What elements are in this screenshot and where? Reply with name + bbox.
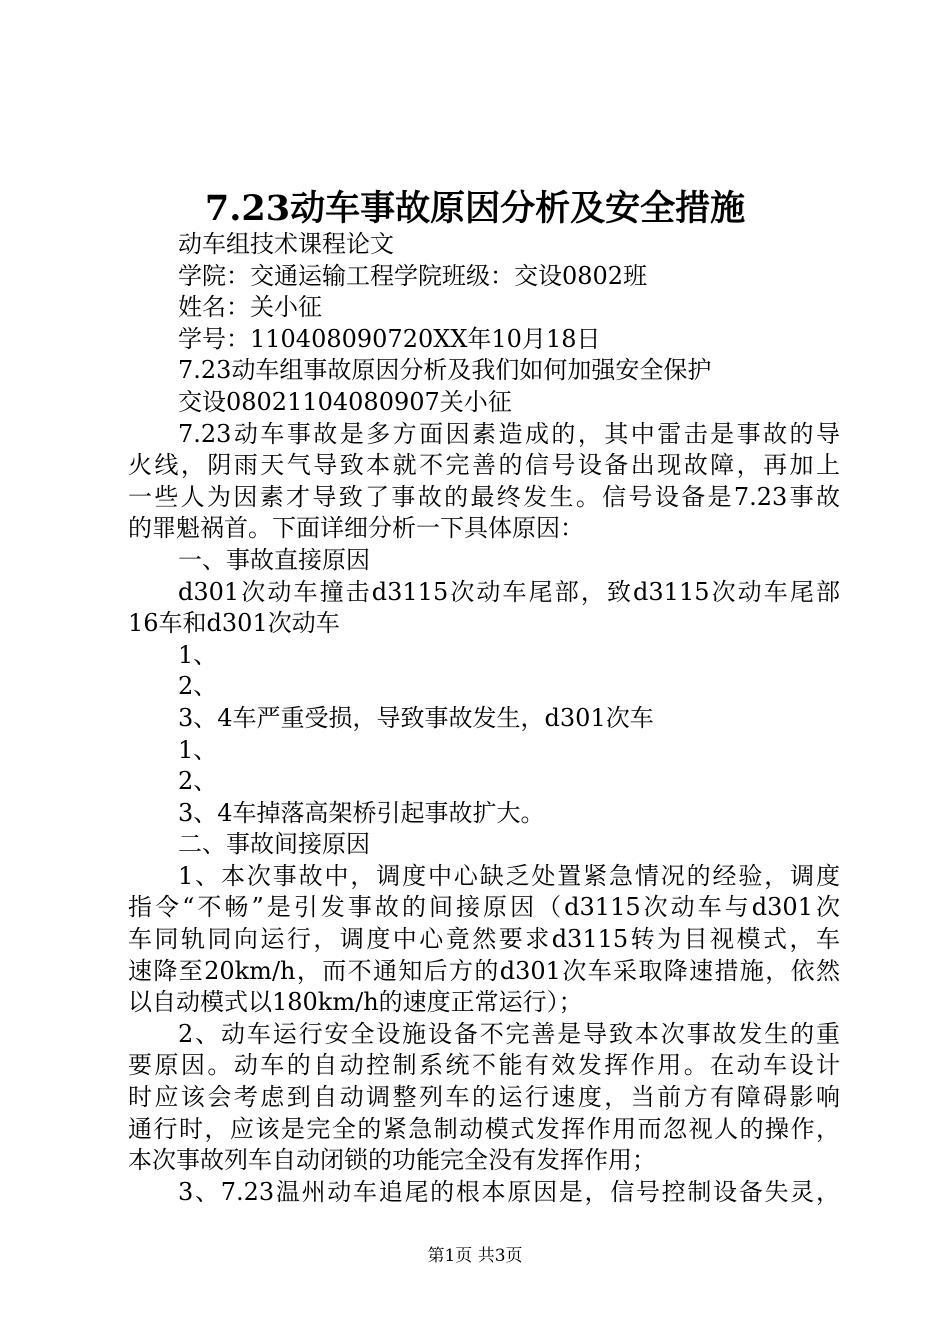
text-line: 指令“不畅”是引发事故的间接原因（d3115次动车与d301次 [128,893,840,922]
text-line: 以自动模式以180km/h的速度正常运行）； [128,988,583,1017]
text-line: 速降至20km/h，而不通知后方的d301次车采取降速措施，依然 [128,956,840,985]
text-line: 动车组技术课程论文 [178,230,394,258]
text-line: 本次事故列车自动闭锁的功能完全没有发挥作用； [128,1146,656,1175]
text-line: 时应该会考虑到自动调整列车的运行速度，当前方有障碍影响 [128,1083,840,1112]
text-line: 7.23动车事故是多方面因素造成的，其中雷击是事故的导 [178,419,840,448]
document-title: 7.23动车事故原因分析及安全措施 [204,188,746,229]
text-line: 通行时，应该是完全的紧急制动模式发挥作用而忽视人的操作， [128,1114,840,1143]
text-line: 学院：交通运输工程学院班级：交设0802班 [178,261,648,290]
text-line: 16车和d301次动车 [128,609,340,638]
text-line: 3、4车严重受损，导致事故发生，d301次车 [178,703,654,732]
text-line: 2、 [178,767,218,796]
text-line: 交设08021104080907关小征 [178,387,512,416]
text-line: 3、4车掉落高架桥引起事故扩大。 [178,798,545,827]
text-line: 2、 [178,672,218,701]
text-line: 一、事故直接原因 [178,545,370,574]
text-line: 姓名：关小征 [178,293,322,322]
text-line: 1、本次事故中，调度中心缺乏处置紧急情况的经验，调度 [178,861,840,890]
text-line: 的罪魁祸首。下面详细分析一下具体原因： [128,514,584,543]
text-line: 7.23动车组事故原因分析及我们如何加强安全保护 [178,356,712,385]
document-body [128,229,840,1208]
text-line: 一些人为因素才导致了事故的最终发生。信号设备是7.23事故 [128,482,840,511]
page-footer: 第1页 共3页 [427,1246,523,1266]
text-line: 车同轨同向运行，调度中心竟然要求d3115转为目视模式，车 [128,925,840,954]
text-line: 1、 [178,640,218,669]
text-line: 2、动车运行安全设施设备不完善是导致本次事故发生的重 [178,1019,840,1048]
text-line: 要原因。动车的自动控制系统不能有效发挥作用。在动车设计 [128,1051,840,1080]
text-line: 1、 [178,735,218,764]
text-line: 火线，阴雨天气导致本就不完善的信号设备出现故障，再加上 [128,451,840,480]
text-line: 学号：110408090720XX年10月18日 [178,324,601,353]
text-line: 二、事故间接原因 [178,830,370,859]
text-line: d301次动车撞击d3115次动车尾部，致d3115次动车尾部 [178,577,840,606]
text-line: 3、7.23温州动车追尾的根本原因是，信号控制设备失灵， [178,1177,840,1206]
